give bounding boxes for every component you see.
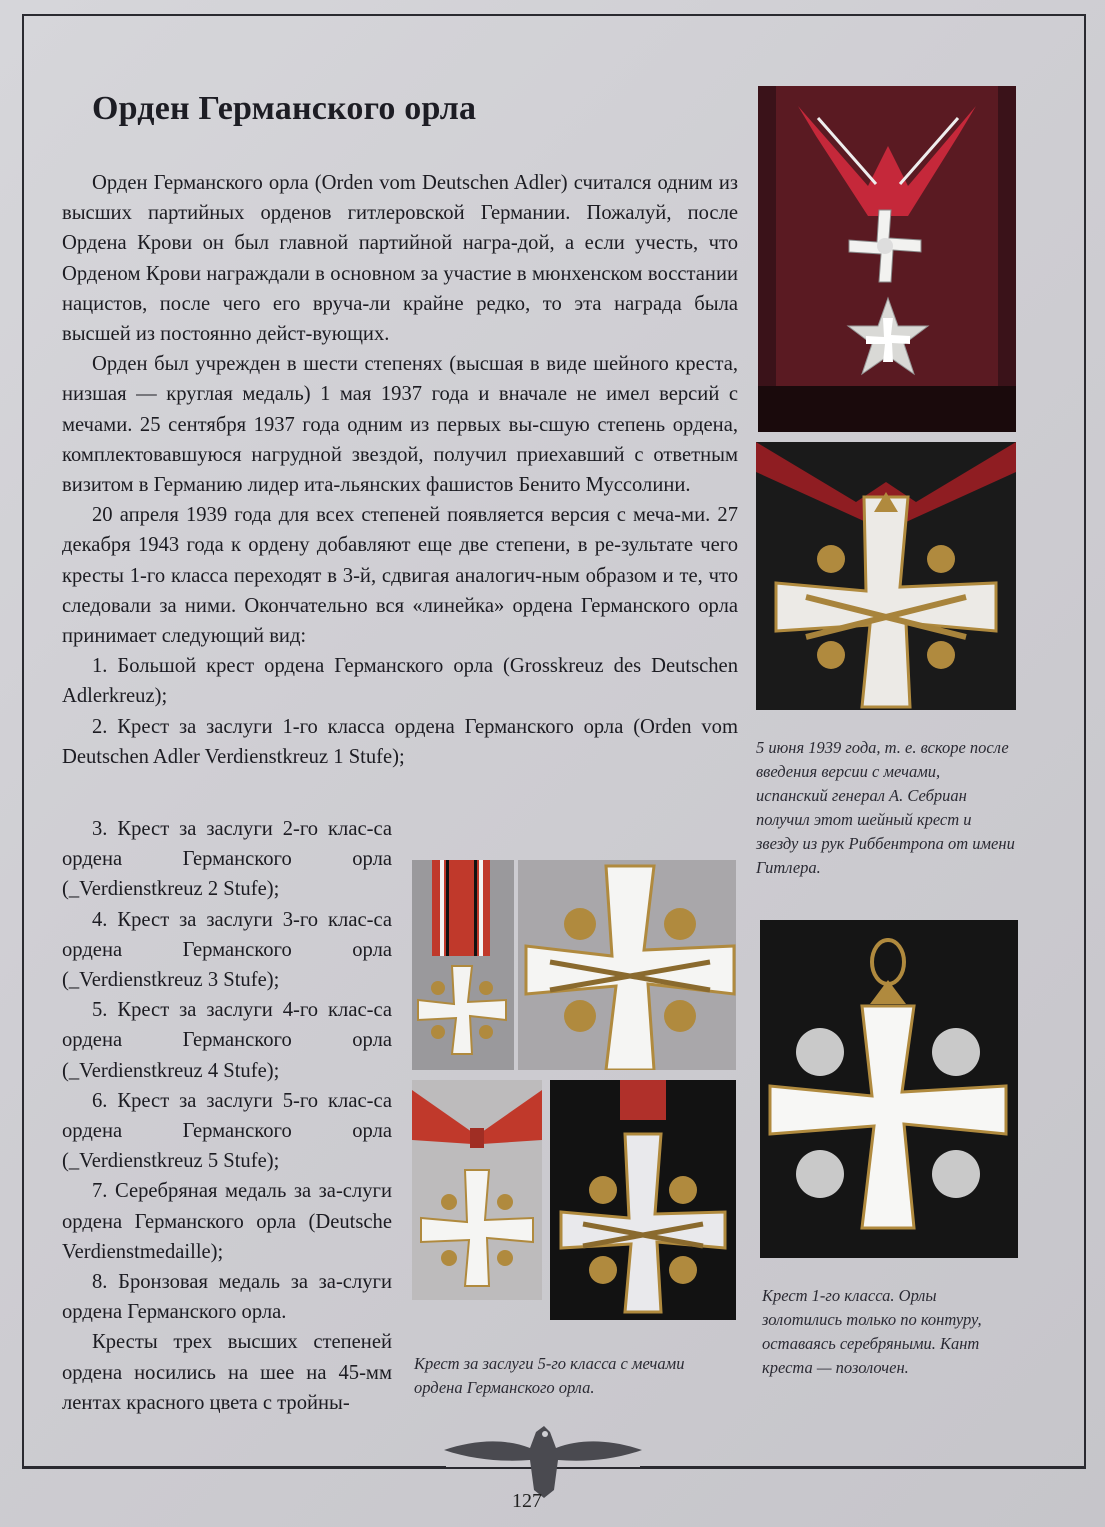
list-item: 3. Крест за заслуги 2-го клас-са ордена Германского орла (_Verdienstkreuz 2 Stufe); [62, 818, 392, 901]
award-list-wide [62, 651, 738, 772]
first-class-cross-photo [760, 920, 1018, 1258]
page-title: Орден Германского орла [92, 90, 477, 127]
paragraph: Орден Германского орла (Orden vom Deutschen Adler) считался одним из высших партийных орденов гитлеровской Германии. Пожалуй, после Ордена Крови он был главной партийной награ-дой, а если учесть, что Орденом Крови награждали в основном за участие в мюнхенском восстании нацистов, после чего его вруча-ли крайне редко, то эта награда была высшей из постоянно дейст-вующих. [62, 172, 738, 346]
caption-right-top: 5 июня 1939 года, т. е. вскоре после введения версии с мечами, испанский генерал А. Себриан получил этот шейный крест и звезду из рук Риббентропа от имени Гитлера. [756, 738, 1015, 877]
list-item: 1. Большой крест ордена Германского орла (Grosskreuz des Deutschen Adlerkreuz); [62, 655, 738, 708]
page-number: 127 [512, 1490, 542, 1512]
paragraph: Орден был учрежден в шести степенях (высшая в виде шейного креста, низшая — круглая медаль) 1 мая 1937 года и вначале не имел версий с мечами. 25 сентября 1937 года одним из первых вы-сшую степень ордена, комплектовавшуюся нагрудной звездой, получил приехавший с ответным визитом в Германию лидер ита-льянских фашистов Бенито Муссолини. [62, 353, 738, 497]
caption-right-bottom: Крест 1-го класса. Орлы золотились только по контуру, оставаясь серебряными. Кант креста — позолочен. [762, 1286, 982, 1377]
award-list-narrow [62, 814, 392, 1418]
cross-with-swords-closeup-photo [756, 442, 1016, 710]
list-item: 4. Крест за заслуги 3-го клас-са ордена Германского орла (_Verdienstkreuz 3 Stufe); [62, 908, 392, 992]
list-item: 7. Серебряная медаль за за-слуги ордена Германского орла (Deutsche Verdienstmedaille); [62, 1180, 392, 1263]
paragraph: Кресты трех высших степеней ордена носились на шее на 45-мм лентах красного цвета с тройны- [62, 1331, 392, 1414]
neck-cross-and-star-photo [758, 86, 1016, 432]
bottom-rule-right [640, 1466, 1086, 1468]
list-item: 8. Бронзовая медаль за за-слуги ордена Германского орла. [62, 1271, 392, 1324]
fifth-class-cross-closeup-photo [518, 860, 736, 1070]
list-item: 6. Крест за заслуги 5-го клас-са ордена Германского орла (_Verdienstkreuz 5 Stufe); [62, 1089, 392, 1173]
main-text-column [62, 168, 738, 772]
bottom-rule-left [22, 1466, 446, 1468]
caption-center: Крест за заслуги 5-го класса с мечами ордена Германского орла. [414, 1354, 685, 1397]
cross-dark-background-photo [550, 1080, 736, 1320]
eagle-emblem-icon [444, 1420, 642, 1500]
fifth-class-cross-ribbon-photo [412, 860, 514, 1070]
list-item: 2. Крест за заслуги 1-го класса ордена Германского орла (Orden vom Deutschen Adler Verdienstkreuz 1 Stufe); [62, 715, 738, 768]
list-item: 5. Крест за заслуги 4-го клас-са ордена Германского орла (_Verdienstkreuz 4 Stufe); [62, 999, 392, 1082]
paragraph: 20 апреля 1939 года для всех степеней появляется версия с меча-ми. 27 декабря 1943 года к ордену добавляют еще две степени, в ре-зультате чего кресты 1-го класса переходят в 3-й, сдвигая аналогич-ным образом и те, что следовали за ними. Окончательно вся «линейка» ордена Германского орла принимает следующий вид: [62, 504, 738, 648]
neck-cross-bow-photo [412, 1080, 542, 1300]
